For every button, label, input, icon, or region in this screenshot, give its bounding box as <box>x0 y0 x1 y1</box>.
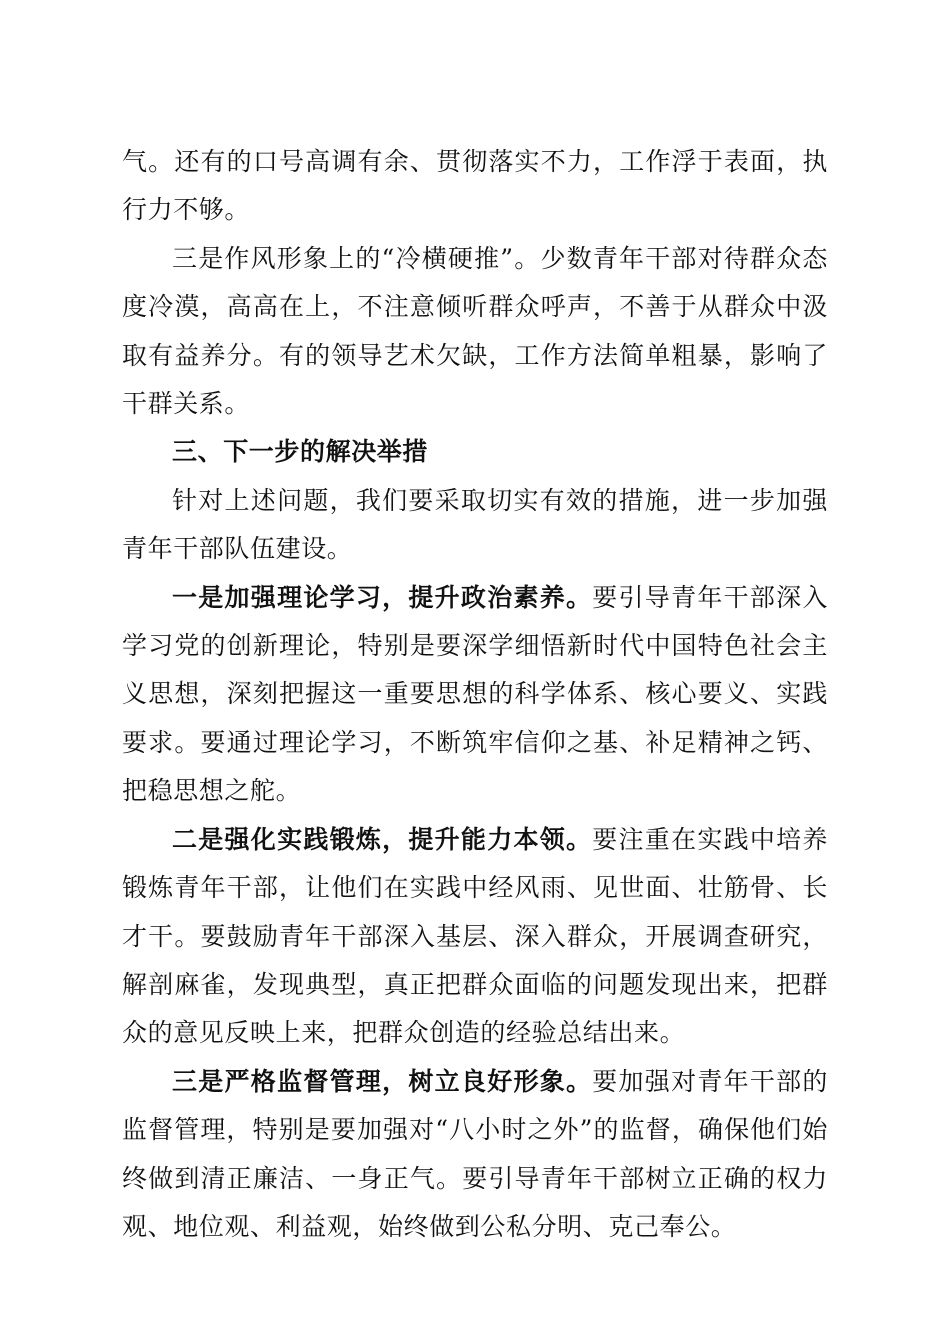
paragraph-lead-practice: 二是强化实践锻炼，提升能力本领。 <box>172 824 593 854</box>
paragraph-intro-measures: 针对上述问题，我们要采取切实有效的措施，进一步加强青年干部队伍建设。 <box>122 485 828 564</box>
paragraph-work-style: 三是作风形象上的“冷横硬推”。少数青年干部对待群众态度冷漠，高高在上，不注意倾听群众呼声，不善于从群众中汲取有益养分。有的领导艺术欠缺，工作方法简单粗暴，影响了干群关系。 <box>122 243 828 419</box>
paragraph-practice <box>122 816 828 1058</box>
paragraph-lead-theory: 一是加强理论学习，提升政治素养。 <box>172 582 593 612</box>
paragraph-theory-study <box>122 574 828 816</box>
document-body <box>122 138 828 1251</box>
paragraph-continuation: 气。还有的口号高调有余、贯彻落实不力，工作浮于表面，执行力不够。 <box>122 147 828 225</box>
section-heading: 三、下一步的解决举措 <box>172 437 429 467</box>
paragraph-body-practice: 要注重在实践中培养锻炼青年干部，让他们在实践中经风雨、见世面、壮筋骨、长才干。要鼓励青年干部深入基层、深入群众，开展调查研究，解剖麻雀，发现典型，真正把群众面临的问题发现出来，把群众的意见反映上来，把群众创造的经验总结出来。 <box>122 824 828 1048</box>
paragraph-body-supervision: 要加强对青年干部的监督管理，特别是要加强对“八小时之外”的监督，确保他们始终做到清正廉洁、一身正气。要引导青年干部树立正确的权力观、地位观、利益观，始终做到公私分明、克己奉公。 <box>122 1066 828 1241</box>
paragraph-lead-supervision: 三是严格监督管理，树立良好形象。 <box>172 1066 593 1096</box>
paragraph-supervision <box>122 1058 828 1252</box>
paragraph-body-theory: 要引导青年干部深入学习党的创新理论，特别是要深学细悟新时代中国特色社会主义思想，深刻把握这一重要思想的科学体系、核心要义、实践要求。要通过理论学习，不断筑牢信仰之基、补足精神之钙、把稳思想之舵。 <box>122 582 828 806</box>
